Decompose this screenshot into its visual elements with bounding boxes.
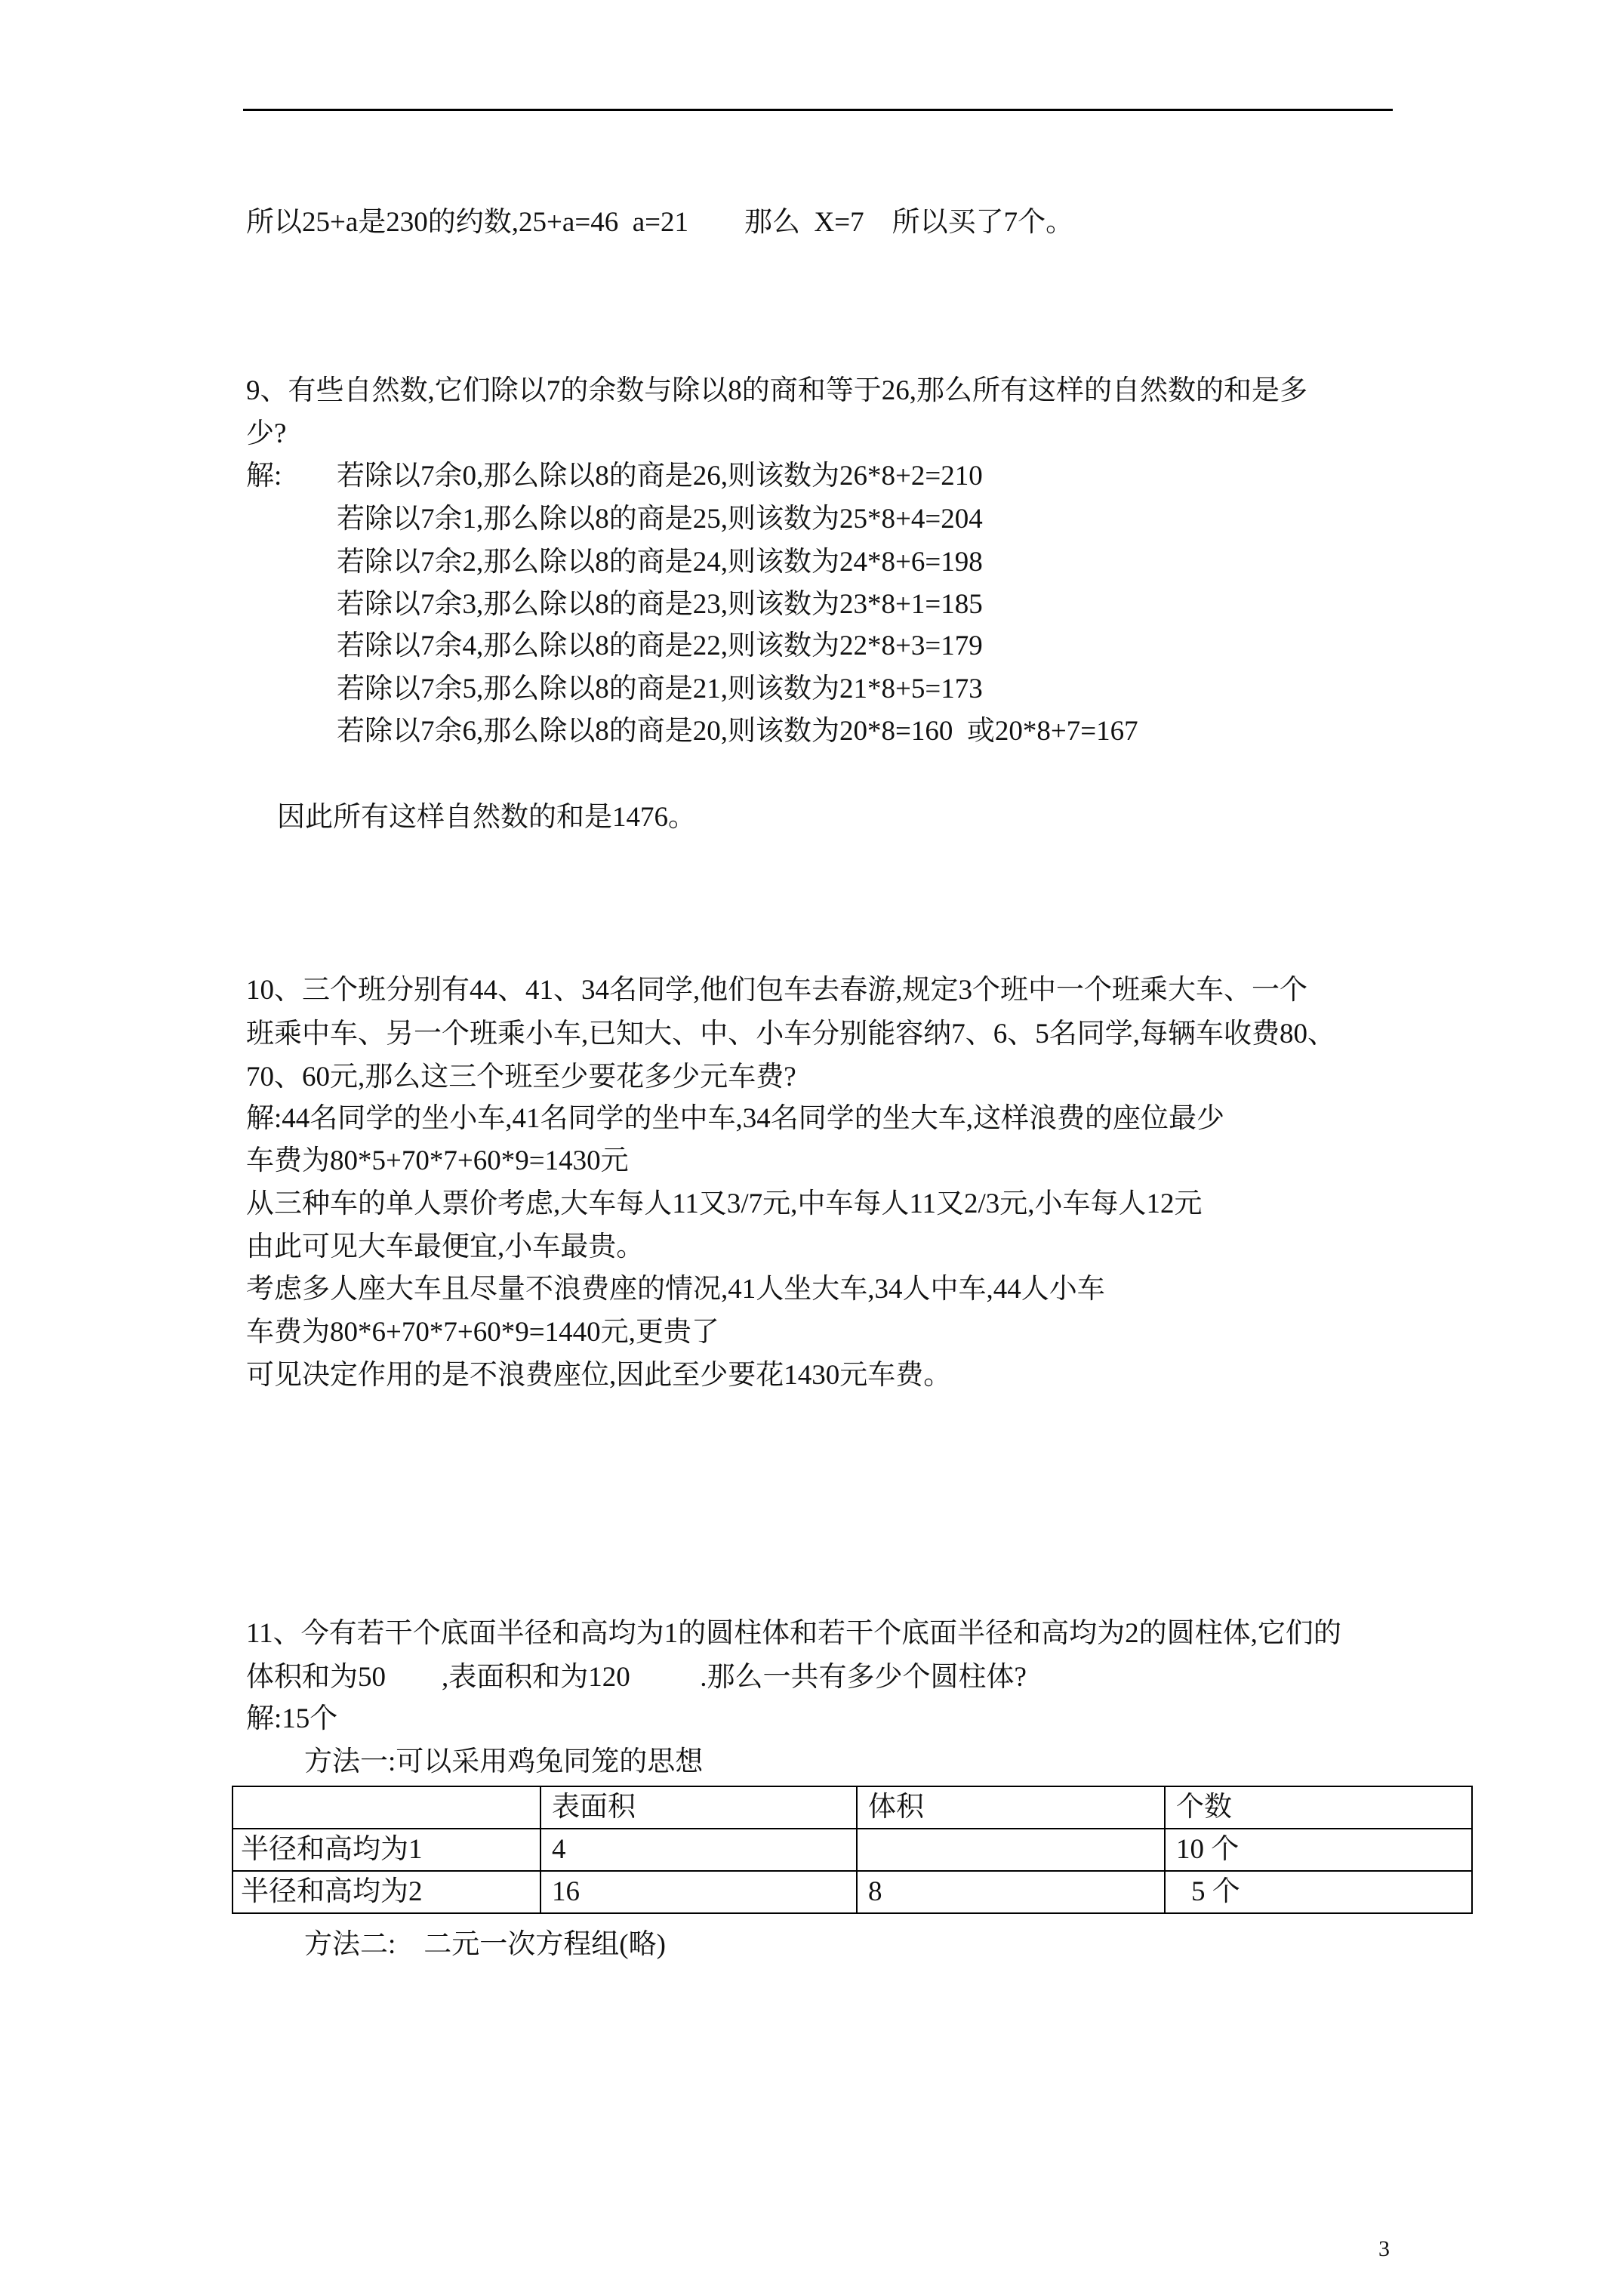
q11-method-1: 方法一:可以采用鸡兔同笼的思想	[304, 1746, 704, 1777]
table-row	[233, 1871, 1472, 1913]
table-header-cell	[233, 1786, 540, 1829]
q10-solution-line: 由此可见大车最便宜,小车最贵。	[246, 1231, 645, 1262]
q11-method-2: 方法二: 二元一次方程组(略)	[304, 1929, 666, 1960]
q9-step: 若除以7余6,那么除以8的商是20,则该数为20*8=160 或20*8+7=167	[337, 716, 1138, 747]
q9-conclusion: 因此所有这样自然数的和是1476。	[277, 802, 696, 833]
q10-solution-line: 考虑多人座大车且尽量不浪费座的情况,41人坐大车,34人中车,44人小车	[246, 1274, 1105, 1305]
q10-solution-line: 车费为80*5+70*7+60*9=1430元	[246, 1145, 629, 1176]
q11-answer: 解:15个	[246, 1703, 338, 1734]
cylinder-table	[232, 1786, 1473, 1914]
table-cell: 4	[540, 1829, 857, 1871]
q11-question-line-1: 11、今有若干个底面半径和高均为1的圆柱体和若干个底面半径和高均为2的圆柱体,它们的	[246, 1618, 1341, 1649]
table-cell: 8	[857, 1871, 1165, 1913]
table-header-cell: 个数	[1165, 1786, 1472, 1829]
table-cell: 5 个	[1165, 1871, 1472, 1913]
q9-step: 若除以7余1,那么除以8的商是25,则该数为25*8+4=204	[337, 504, 983, 535]
q10-question-line-3: 70、60元,那么这三个班至少要花多少元车费?	[246, 1062, 796, 1093]
q9-step: 若除以7余3,那么除以8的商是23,则该数为23*8+1=185	[337, 589, 983, 620]
table-header-cell: 表面积	[540, 1786, 857, 1829]
table-cell: 半径和高均为2	[233, 1871, 540, 1913]
q10-question-line-2: 班乘中车、另一个班乘小车,已知大、中、小车分别能容纳7、6、5名同学,每辆车收费80、	[246, 1019, 1335, 1049]
q9-step: 若除以7余2,那么除以8的商是24,则该数为24*8+6=198	[337, 547, 983, 578]
table-row	[233, 1829, 1472, 1871]
table-cell	[857, 1829, 1165, 1871]
q10-solution-line: 车费为80*6+70*7+60*9=1440元,更贵了	[246, 1317, 719, 1348]
table-cell: 半径和高均为1	[233, 1829, 540, 1871]
q9-step: 若除以7余5,那么除以8的商是21,则该数为21*8+5=173	[337, 673, 983, 704]
q9-step: 若除以7余4,那么除以8的商是22,则该数为22*8+3=179	[337, 630, 983, 661]
q9-question-line-1: 9、有些自然数,它们除以7的余数与除以8的商和等于26,那么所有这样的自然数的和是多	[246, 375, 1307, 406]
table-header-cell: 体积	[857, 1786, 1165, 1829]
table-cell: 16	[540, 1871, 857, 1913]
page-number: 3	[1378, 2236, 1390, 2261]
q10-solution-line: 可见决定作用的是不浪费座位,因此至少要花1430元车费。	[246, 1360, 952, 1391]
table-header-row	[233, 1786, 1472, 1829]
q10-solution-line: 解:44名同学的坐小车,41名同学的坐中车,34名同学的坐大车,这样浪费的座位最少	[246, 1103, 1225, 1134]
q10-question-line-1: 10、三个班分别有44、41、34名同学,他们包车去春游,规定3个班中一个班乘大车、一个	[246, 975, 1307, 1006]
q9-question-line-2: 少?	[246, 418, 287, 449]
q9-answer-label: 解:	[246, 461, 282, 492]
q11-question-line-2: 体积和为50 ,表面积和为120 .那么一共有多少个圆柱体?	[246, 1662, 1027, 1693]
header-rule	[243, 109, 1393, 111]
q10-solution-line: 从三种车的单人票价考虑,大车每人11又3/7元,中车每人11又2/3元,小车每人12元	[246, 1188, 1203, 1219]
intro-line: 所以25+a是230的约数,25+a=46 a=21 那么 X=7 所以买了7个。	[246, 207, 1074, 238]
q9-step: 若除以7余0,那么除以8的商是26,则该数为26*8+2=210	[337, 461, 983, 492]
table-cell: 10 个	[1165, 1829, 1472, 1871]
